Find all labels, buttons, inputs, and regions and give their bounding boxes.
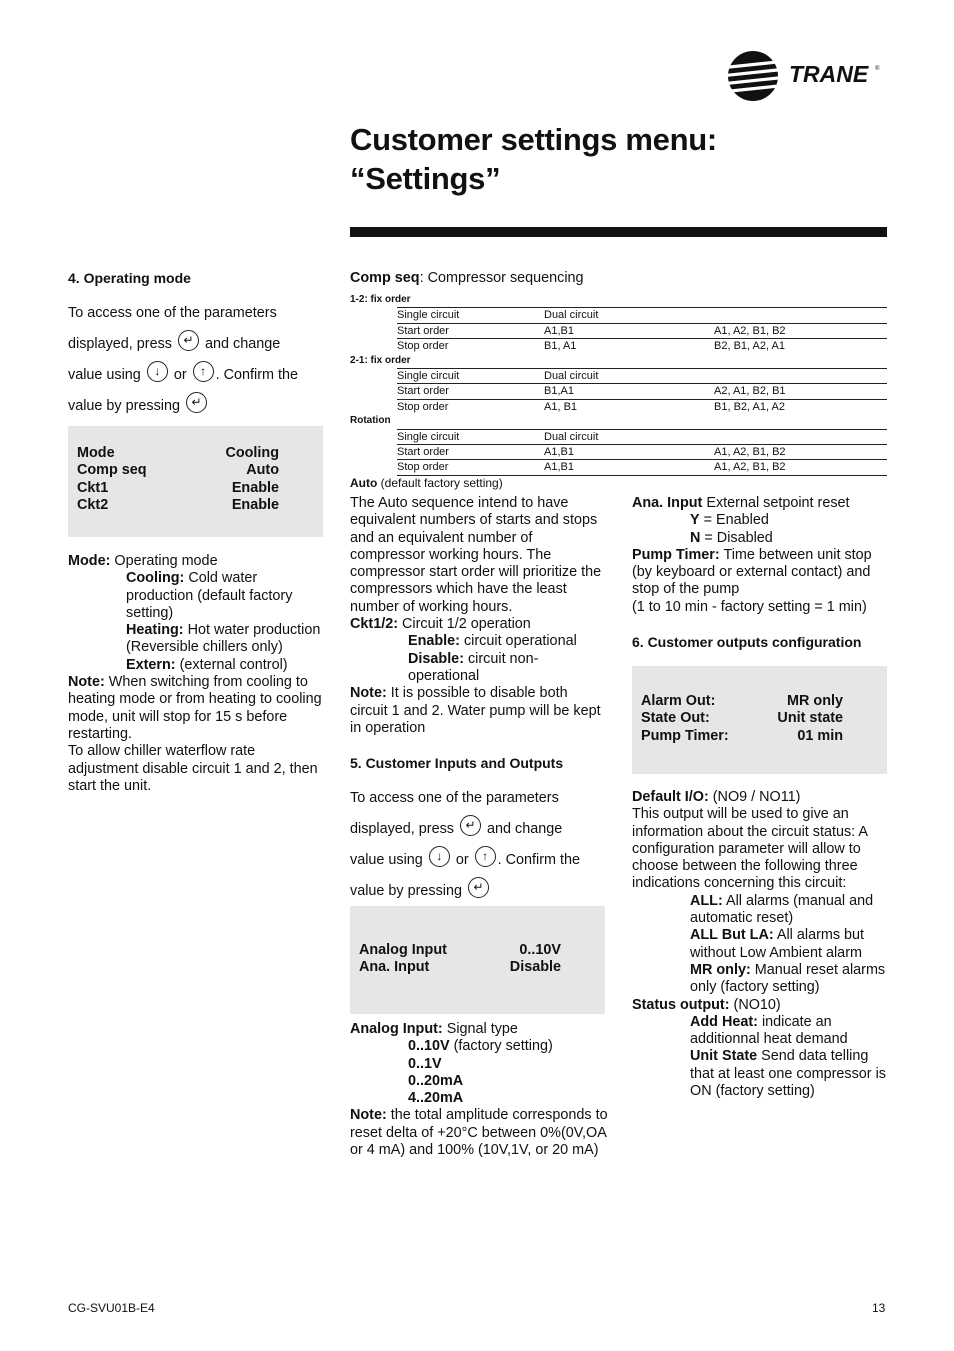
enter-key-icon: ↵ — [468, 877, 489, 898]
title-line-2: “Settings” — [350, 161, 501, 196]
page-title — [350, 120, 717, 198]
display-row: Pump Timer: 01 min — [641, 727, 843, 744]
section-6-heading: 6. Customer outputs configuration — [632, 634, 862, 650]
display-row: Ana. Input Disable — [359, 959, 561, 976]
table-row — [350, 323, 887, 338]
display-row: Alarm Out: MR only — [641, 693, 843, 709]
table-row — [350, 369, 887, 384]
ana-input-description: Ana. Input External setpoint reset Y = Enabled N = Disabled Pump Timer: Time between unit stop (by keyboard or external contact) and stop of the pump (1 to 10 min - factory setting = 1 min) — [632, 495, 872, 615]
table-cell — [714, 308, 887, 323]
table-row — [350, 429, 887, 444]
table-cell: A1, A2, B1, B2 — [714, 323, 887, 338]
table-row — [350, 445, 887, 460]
comp-seq-group-name: Rotation — [350, 415, 391, 427]
operating-mode-description: Mode: Operating mode Cooling: Cold water production (default factory setting) Heating: Hot water production (Reversible chillers only) Extern: (external control) Note: When switching from cooling to heating mode or from heating to cooling mode, unit will stop for 15 s before restarting. To allow chiller waterflow rate adjustment disable circuit 1 and 2, then start the unit. — [68, 553, 322, 794]
table-cell: A1, A2, B1, B2 — [714, 460, 887, 475]
display-row: Mode Cooling — [77, 445, 279, 461]
comp-seq-heading: Comp seq: Compressor sequencing — [350, 270, 584, 286]
analog-input-display — [350, 906, 605, 1014]
table-cell: A1,B1 — [544, 323, 714, 338]
display-row: State Out: Unit state — [641, 710, 843, 727]
table-cell: A1, A2, B1, B2 — [714, 445, 887, 460]
table-cell: Start order — [397, 323, 544, 338]
comp-seq-table — [350, 293, 887, 490]
comp-seq-group-header — [350, 293, 887, 308]
svg-text:®: ® — [875, 66, 880, 72]
table-cell: Stop order — [397, 399, 544, 414]
page-number: 13 — [872, 1301, 886, 1315]
trane-logo — [727, 50, 887, 102]
comp-seq-group-header — [350, 414, 887, 429]
table-cell: Dual circuit — [544, 369, 714, 384]
table-cell: Dual circuit — [544, 308, 714, 323]
auto-sequence-description: The Auto sequence intend to have equivalent numbers of starts and stops and an equivalent number of compressor working hours. The compressor start order will prioritize the compressors which have the least number of working hours. Ckt1/2: Circuit 1/2 operation Enable: circuit operational Disable: circuit non-operational Note: It is possible to disable both circuit 1 and 2. Water pump will be kept in operation — [350, 495, 602, 736]
brand-name: TRANE — [789, 61, 869, 87]
enter-key-icon: ↵ — [460, 815, 481, 836]
access-instructions-2: To access one of the parameters displayed, press ↵ and change value using ↓ or ↑ . Confirm the value by pressing ↵ — [350, 790, 580, 899]
comp-seq-group-header — [350, 354, 887, 369]
table-row — [350, 339, 887, 354]
table-cell: A1,B1 — [544, 445, 714, 460]
table-row — [350, 384, 887, 399]
table-cell: Stop order — [397, 339, 544, 354]
analog-input-description: Analog Input: Signal type 0..10V (factory setting) 0..1V 0..20mA 4..20mA Note: the total amplitude corresponds to reset delta of +20°C between 0%(0V,OA or 4 mA) and 100% (10V,1V, or 20 mA) — [350, 1021, 608, 1159]
table-cell: B1, A1 — [544, 339, 714, 354]
table-cell: Single circuit — [397, 308, 544, 323]
table-cell — [714, 429, 887, 444]
table-cell: Single circuit — [397, 369, 544, 384]
table-cell: A2, A1, B2, B1 — [714, 384, 887, 399]
title-rule — [350, 227, 887, 237]
table-row — [350, 399, 887, 414]
table-cell: B2, B1, A2, A1 — [714, 339, 887, 354]
customer-outputs-display — [632, 666, 887, 774]
outputs-description: Default I/O: (NO9 / NO11) This output will be used to give an information about the circuit status: A configuration parameter will allow to choose between the following three indications concerning this circuit: ALL: All alarms (manual and automatic reset) ALL But LA: All alarms but without Low Ambient alarm MR only: Manual reset alarms only (factory setting) Status output: (NO10) Add Heat: indicate an additionnal heat demand Unit State Send data telling that at least one compressor is ON (factory setting) — [632, 789, 886, 1100]
section-5-heading: 5. Customer Inputs and Outputs — [350, 755, 564, 771]
title-line-1: Customer settings menu: — [350, 122, 717, 157]
access-instructions-1: To access one of the parameters displayed, press ↵ and change value using ↓ or ↑ . Confirm the value by pressing ↵ — [68, 305, 298, 414]
up-arrow-key-icon: ↑ — [475, 846, 496, 867]
enter-key-icon: ↵ — [178, 330, 199, 351]
down-arrow-key-icon: ↓ — [147, 361, 168, 382]
table-cell: Dual circuit — [544, 429, 714, 444]
up-arrow-key-icon: ↑ — [193, 361, 214, 382]
trane-logo-mark — [727, 50, 887, 102]
table-row — [350, 460, 887, 475]
table-cell: Single circuit — [397, 429, 544, 444]
table-cell: Start order — [397, 445, 544, 460]
operating-mode-display — [68, 426, 323, 537]
table-cell — [714, 369, 887, 384]
section-4-heading: 4. Operating mode — [68, 270, 191, 286]
comp-seq-group-name: 1-2: fix order — [350, 294, 411, 305]
table-row — [350, 308, 887, 323]
display-row: Ckt1 Enable — [77, 479, 279, 496]
table-cell: A1,B1 — [544, 460, 714, 475]
down-arrow-key-icon: ↓ — [429, 846, 450, 867]
display-row: Ckt2 Enable — [77, 496, 279, 513]
table-cell: Stop order — [397, 460, 544, 475]
display-row: Analog Input 0..10V — [359, 942, 561, 958]
display-row: Comp seq Auto — [77, 462, 279, 479]
enter-key-icon: ↵ — [186, 392, 207, 413]
comp-seq-group-name: 2-1: fix order — [350, 354, 411, 366]
table-cell: B1, B2, A1, A2 — [714, 399, 887, 414]
document-code: CG-SVU01B-E4 — [68, 1301, 155, 1315]
table-cell: B1,A1 — [544, 384, 714, 399]
table-cell: A1, B1 — [544, 399, 714, 414]
table-cell: Start order — [397, 384, 544, 399]
comp-seq-footnote: Auto (default factory setting) — [350, 475, 503, 490]
